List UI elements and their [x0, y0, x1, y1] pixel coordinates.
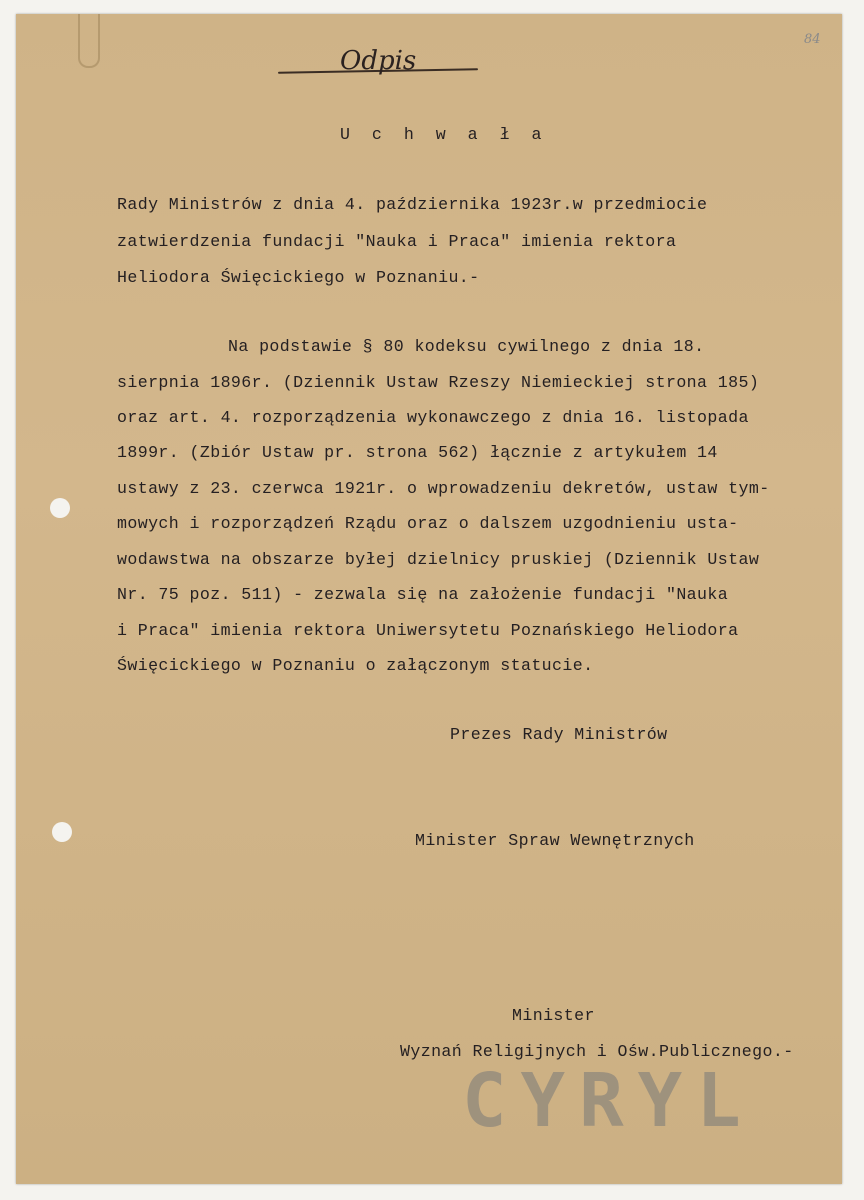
punch-hole [50, 498, 70, 518]
body-line: Nr. 75 poz. 511) - zezwala się na założenie fundacji "Nauka [117, 585, 729, 604]
signature-religion-minister-title: Minister [512, 1006, 595, 1025]
paperclip-mark [78, 14, 100, 68]
signature-religion-minister-office: Wyznań Religijnych i Ośw.Publicznego.- [400, 1042, 794, 1061]
punch-hole [52, 822, 72, 842]
body-line: mowych i rozporządzeń Rządu oraz o dalszem uzgodnieniu usta- [117, 514, 739, 533]
body-line: Na podstawie § 80 kodeksu cywilnego z dnia 18. [228, 337, 705, 356]
intro-line: Heliodora Święcickiego w Poznaniu.- [117, 268, 480, 287]
annotation-word: Odpis [340, 46, 417, 76]
signature-prime-minister: Prezes Rady Ministrów [450, 725, 668, 744]
copy-annotation [278, 44, 478, 84]
body-line: ustawy z 23. czerwca 1921r. o wprowadzeniu dekretów, ustaw tym- [117, 479, 770, 498]
body-line: oraz art. 4. rozporządzenia wykonawczego z dnia 16. listopada [117, 408, 749, 427]
archive-watermark: CYRYL [462, 1058, 755, 1144]
body-line: Święcickiego w Poznaniu o załączonym statucie. [117, 656, 594, 675]
intro-line: Rady Ministrów z dnia 4. października 1923r.w przedmiocie [117, 195, 708, 214]
body-line: 1899r. (Zbiór Ustaw pr. strona 562) łącznie z artykułem 14 [117, 443, 718, 462]
intro-line: zatwierdzenia fundacji "Nauka i Praca" imienia rektora [117, 232, 677, 251]
archive-folio-number: 84 [804, 32, 821, 47]
body-line: sierpnia 1896r. (Dziennik Ustaw Rzeszy Niemieckiej strona 185) [117, 373, 760, 392]
body-line: i Praca" imienia rektora Uniwersytetu Poznańskiego Heliodora [117, 621, 739, 640]
body-line: wodawstwa na obszarze byłej dzielnicy pruskiej (Dziennik Ustaw [117, 550, 760, 569]
signature-interior-minister: Minister Spraw Wewnętrznych [415, 831, 695, 850]
document-title: U c h w a ł a [340, 125, 548, 144]
